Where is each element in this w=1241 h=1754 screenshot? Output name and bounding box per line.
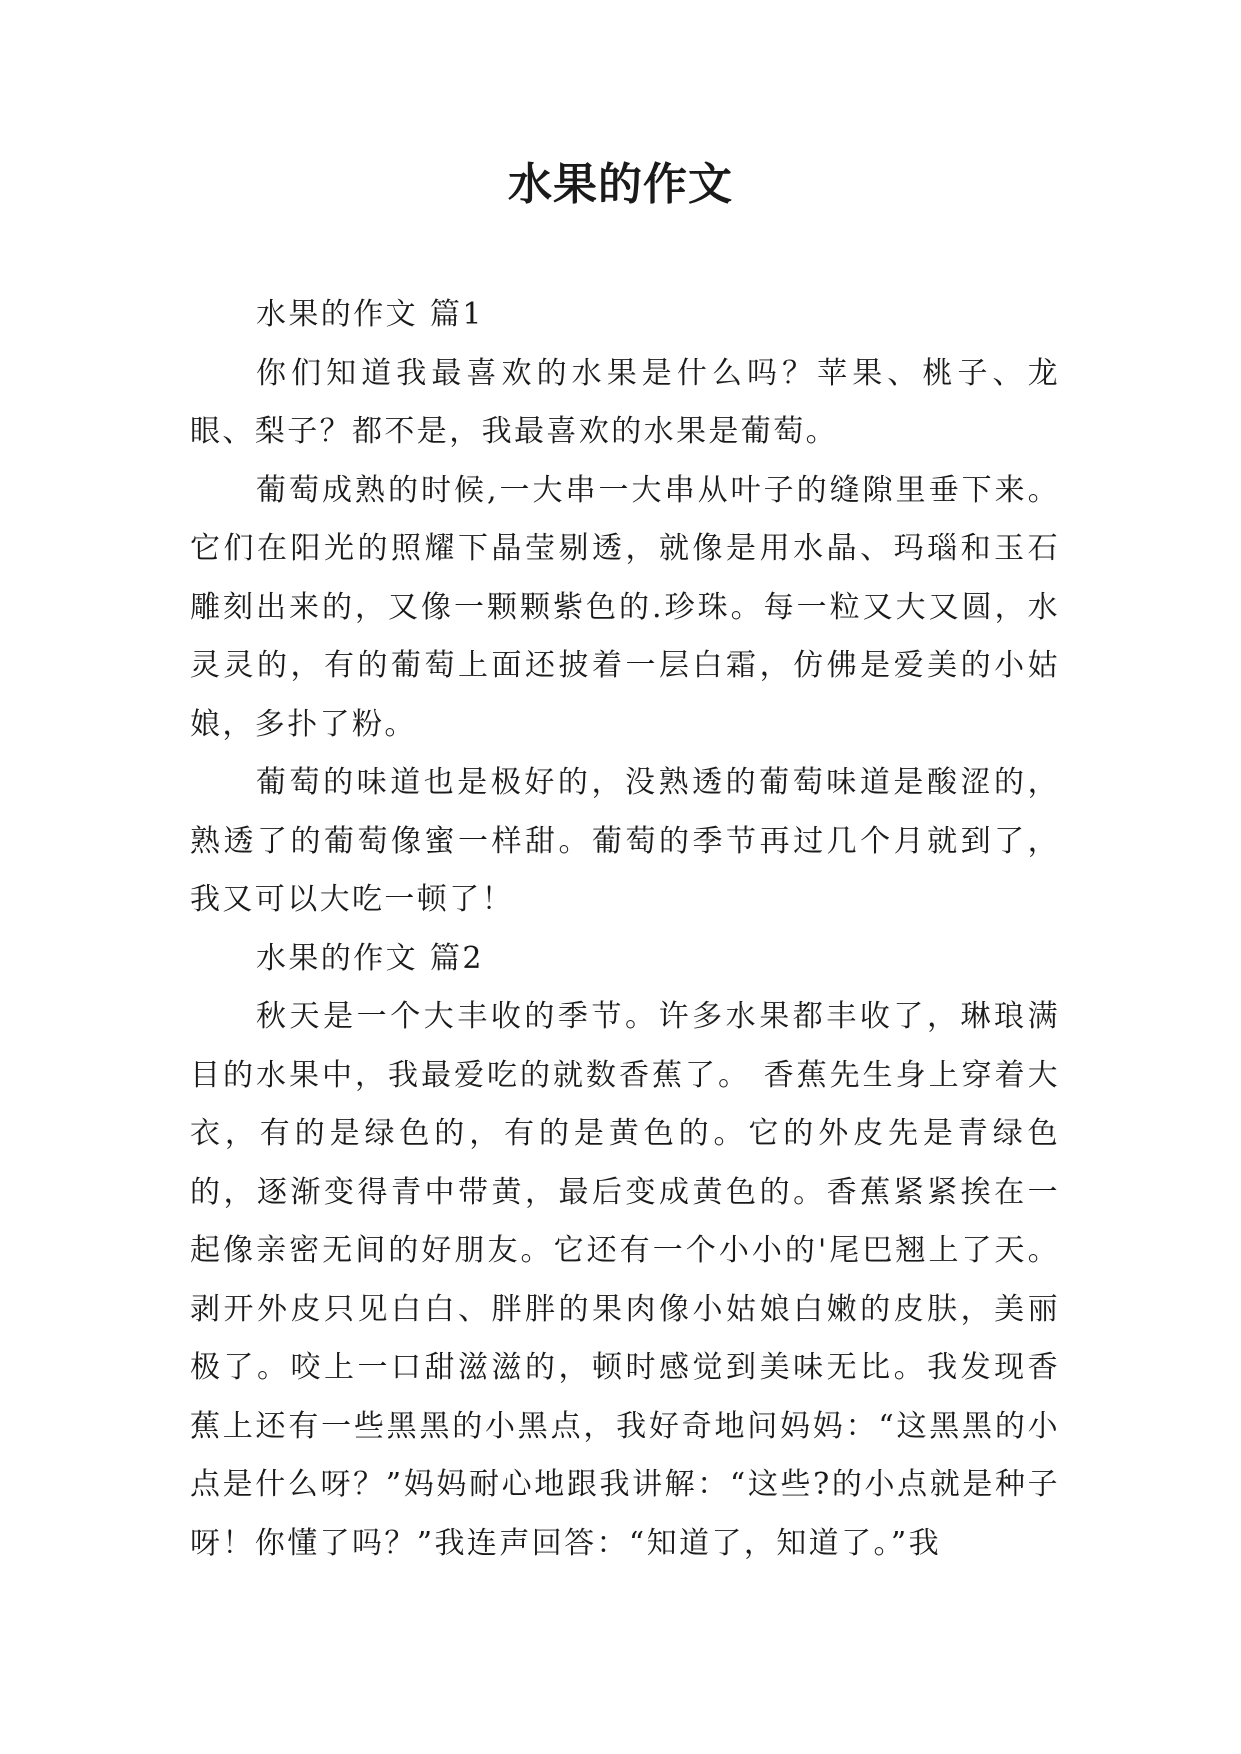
paragraph: 秋天是一个大丰收的季节。许多水果都丰收了，琳琅满目的水果中，我最爱吃的就数香蕉了。 香蕉先生身上穿着大衣，有的是绿色的，有的是黄色的。它的外皮先是青绿色的，逐渐变得青中带黄，最后变成黄色的。香蕉紧紧挨在一起像亲密无间的好朋友。它还有一个小小的'尾巴翘上了天。剥开外皮只见白白、胖胖的果肉像小姑娘白嫩的皮肤，美丽极了。咬上一口甜滋滋的，顿时感觉到美味无比。我发现香蕉上还有一些黑黑的小黑点，我好奇地问妈妈：“这黑黑的小点是什么呀？”妈妈耐心地跟我讲解：“这些?的小点就是种子呀！你懂了吗？”我连声回答：“知道了，知道了。”我 [190,999,1060,1561]
document-body [190,286,1060,1573]
paragraph: 葡萄的味道也是极好的，没熟透的葡萄味道是酸涩的，熟透了的葡萄像蜜一样甜。葡萄的季节再过几个月就到了，我又可以大吃一顿了！ [190,765,1060,917]
paragraph: 葡萄成熟的时候,一大串一大串从叶子的缝隙里垂下来。它们在阳光的照耀下晶莹剔透，就像是用水晶、玛瑙和玉石雕刻出来的，又像一颗颗紫色的.珍珠。每一粒又大又圆，水灵灵的，有的葡萄上面还披着一层白霜，仿佛是爱美的小姑娘，多扑了粉。 [190,472,1060,742]
section-heading-1: 水果的作文 篇1 [256,297,484,332]
page-title: 水果的作文 [508,159,733,210]
paragraph: 你们知道我最喜欢的水果是什么吗？苹果、桃子、龙眼、梨子？都不是，我最喜欢的水果是葡萄。 [190,355,1060,449]
section-heading-2: 水果的作文 篇2 [256,940,484,976]
